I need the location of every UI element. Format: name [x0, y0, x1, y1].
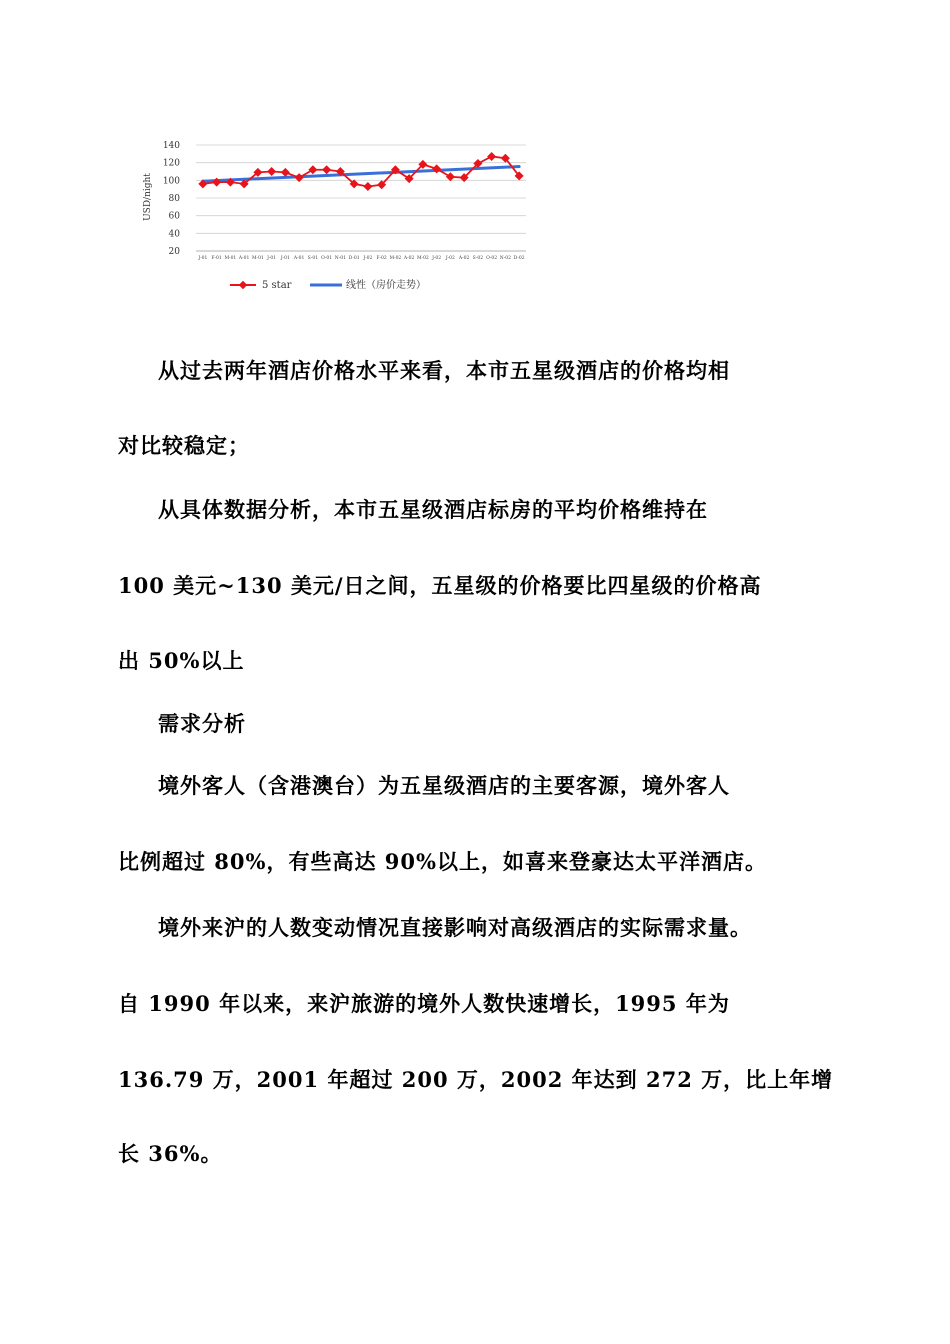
- data-point: [281, 168, 290, 177]
- y-tick-label: 100: [162, 176, 180, 187]
- paragraph-4-line-1: 境外来沪的人数变动情况直接影响对高级酒店的实际需求量。: [158, 915, 752, 940]
- y-axis-label: USD/night: [143, 173, 153, 221]
- paragraph-1-line-1: 从过去两年酒店价格水平来看，本市五星级酒店的价格均相: [158, 358, 730, 383]
- x-tick-label: S-01: [307, 256, 319, 261]
- paragraph-3-line-2: 比例超过 80%，有些高达 90%以上，如喜来登豪达太平洋酒店。: [118, 849, 767, 874]
- y-tick-label: 40: [168, 229, 180, 240]
- data-point: [308, 165, 317, 174]
- x-tick-label: A-01: [238, 256, 250, 261]
- paragraph-2-line-3: 出 50%以上: [118, 648, 245, 673]
- paragraph-2-line-2: 100 美元~130 美元/日之间，五星级的价格要比四星级的价格高: [118, 573, 762, 598]
- x-tick-label: A-02: [403, 256, 415, 261]
- x-tick-label: S-02: [472, 256, 484, 261]
- price-line-chart: [130, 130, 540, 305]
- x-tick-label: J-02: [363, 256, 373, 261]
- data-point: [295, 173, 304, 182]
- five-star-series: [198, 152, 523, 191]
- x-tick-label: N-01: [334, 256, 346, 261]
- paragraph-2-line-1: 从具体数据分析，本市五星级酒店标房的平均价格维持在: [158, 497, 708, 522]
- x-tick-label: J-02: [445, 256, 455, 261]
- section-heading: 需求分析: [158, 711, 246, 736]
- data-point: [363, 182, 372, 191]
- chart-legend: [230, 278, 426, 291]
- x-tick-label: D-02: [513, 256, 525, 261]
- paragraph-4-line-2: 自 1990 年以来，来沪旅游的境外人数快速增长，1995 年为: [118, 991, 730, 1016]
- y-tick-label: 80: [168, 194, 180, 204]
- legend-five-star-marker: [239, 281, 247, 289]
- x-tick-label: A-02: [458, 256, 470, 261]
- x-tick-label: M-02: [416, 256, 429, 261]
- y-tick-label: 140: [162, 141, 180, 151]
- x-tick-label: A-01: [293, 256, 305, 261]
- legend-trend-label: 线性（房价走势）: [346, 280, 426, 291]
- x-axis-ticks: [197, 255, 524, 261]
- x-tick-label: F-02: [376, 256, 387, 261]
- x-tick-label: F-01: [211, 256, 222, 261]
- x-tick-label: N-02: [499, 256, 511, 261]
- series-line: [203, 156, 519, 186]
- x-tick-label: O-02: [486, 256, 498, 261]
- x-tick-label: D-01: [348, 256, 360, 261]
- x-tick-label: M-01: [251, 256, 264, 261]
- legend-five-star-label: 5 star: [262, 280, 292, 291]
- y-tick-label: 120: [162, 158, 180, 169]
- x-tick-label: J-02: [432, 256, 442, 261]
- data-point: [322, 165, 331, 174]
- paragraph-4-line-3: 136.79 万，2001 年超过 200 万，2002 年达到 272 万，比上年增: [118, 1067, 834, 1092]
- paragraph-3-line-1: 境外客人（含港澳台）为五星级酒店的主要客源，境外客人: [158, 773, 730, 798]
- x-tick-label: J-01: [198, 256, 208, 261]
- y-tick-label: 60: [168, 211, 180, 222]
- x-tick-label: J-01: [267, 256, 277, 261]
- paragraph-1-line-2: 对比较稳定；: [118, 433, 250, 458]
- data-point: [267, 167, 276, 176]
- x-tick-label: J-01: [280, 256, 290, 261]
- x-tick-label: O-01: [321, 256, 333, 261]
- x-tick-label: M-01: [224, 256, 237, 261]
- y-axis-ticks: [163, 141, 180, 257]
- data-point: [487, 152, 496, 161]
- y-tick-label: 20: [168, 247, 180, 257]
- paragraph-4-line-4: 长 36%。: [118, 1141, 223, 1166]
- x-tick-label: M-02: [389, 256, 402, 261]
